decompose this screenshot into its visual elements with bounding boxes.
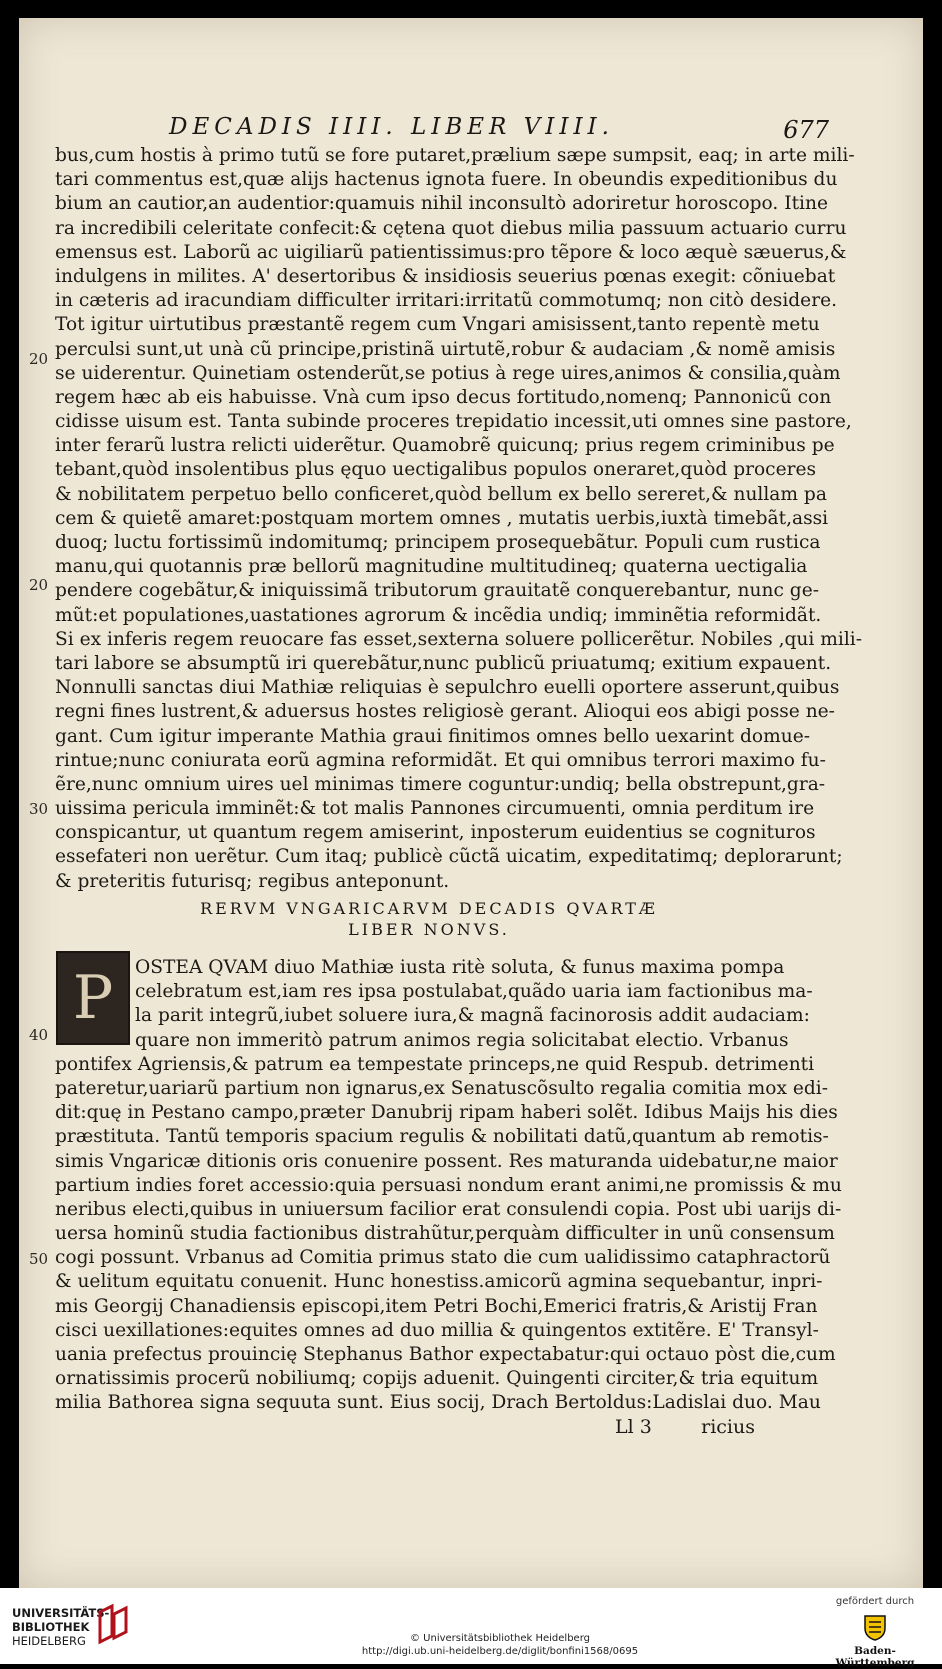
text-line: inter ferarũ lustra relicti uiderẽtur. Quamobrẽ quicunq; prius regem criminibus pe [55,435,835,457]
text-line: gant. Cum igitur imperante Mathia graui finitimos omnes bello uexarint domue- [55,725,810,747]
text-line: indulgens in milites. A' desertoribus & insidiosis seuerius pœnas exegit: cõniuebat [55,265,836,287]
text-line: partium indies foret accessio:quia persuasi nondum erant animi,ne promissis & mu [55,1174,842,1196]
text-line: cidisse uisum est. Tanta subinde proceres trepidatio incessit,uti omnes sine pastore, [55,411,852,433]
text-line: uersa hominũ studia factionibus distrahũtur,perquàm difficulter in unũ consensum [55,1223,835,1245]
text-line: cem & quietẽ amaret:postquam mortem omnes , mutatis uerbis,iuxtà timebãt,assi [55,507,829,529]
text-line: uania prefectus prouincię Stephanus Bathor expectabatur:qui octauo pòst die,cum [55,1344,836,1365]
text-line: tari commentus est,quæ alijs hactenus ignota fuere. In obeundis expeditionibus du [55,169,838,191]
text-line: tari labore se absumptũ iri querebãtur,nunc publicũ priuatumq; exitium expauent. [55,652,832,674]
text-line: rintue;nunc coniurata eorũ agmina reformidãt. Et qui omnibus terrori maximo fu- [55,749,826,771]
text-line: præstituta. Tantũ temporis spacium regulis & nobilitati datũ,quantum ab remotis- [55,1126,829,1148]
funded-by-label: gefördert durch [835,1596,915,1607]
text-line: ẽre,nunc omnium uires uel minimas timere coguntur:undiq; bella obstrepunt,gra- [55,773,826,795]
text-line: cisci uexillationes:equites omnes ad duo millia & quingentos extitẽre. E' Transyl- [55,1319,819,1341]
text-line: emensus est. Laborũ ac uigiliarũ patientissimus:pro tẽpore & loco æquè sæuerus,& [55,241,847,263]
text-line: Tot igitur uirtutibus præstantẽ regem cum Vngari amisissent,tanto repentè metu [55,314,820,336]
text-line: in cæteris ad iracundiam difficulter irritari:irritatũ commotumq; non citò desidere. [55,290,837,312]
copyright-text: © Universitätsbibliothek Heidelberg [409,1633,590,1644]
library-name-line: BIBLIOTHEK [12,1620,90,1634]
text-line: mis Georgij Chanadiensis episcopi,item Petri Bochi,Emerici fratris,& Aristij Fran [55,1295,818,1317]
library-logo-text [12,1606,109,1648]
section-subtitle-line: LIBER NONVS. [348,920,510,939]
text-line: conspicantur, ut quantum regem amiserint, inposterum euidentius se cognituros [55,822,816,844]
text-line: pateretur,uariarũ partium non ignarus,ex Senatuscõsulto regalia comitia mox edi- [55,1077,828,1099]
text-line: uissima pericula imminẽt:& tot malis Pannones circumuenti, omnia perditum ire [55,798,815,820]
signature-mark: Ll 3 [615,1416,652,1438]
text-line: bus,cum hostis à primo tutũ se fore putaret,prælium sæpe sumpsit, eaq; in arte mili- [55,145,855,166]
state-crest-icon [860,1612,890,1642]
text-line: milia Bathorea signa sequuta sunt. Eius socij, Drach Bertoldus:Ladislai duo. Mau [55,1392,821,1414]
text-line: mũt:et populationes,uastationes agrorum & incẽdia undiq; imminẽtia reformidãt. [55,604,822,626]
text-line: cogi possunt. Vrbanus ad Comitia primus stato die cum ualidissimo cataphractorũ [55,1247,831,1269]
text-line: ornatissimis procerũ nobiliumq; copijs aduenit. Quingenti circiter,& tria equitum [55,1368,819,1390]
text-line: & uelitum equitatu conuenit. Hunc honestiss.amicorũ agmina sequebantur, inpri- [55,1271,823,1293]
text-line: neribus electi,quibus in uniuersum facilior erat consulendi copia. Post ubi uarijs di- [55,1198,842,1220]
text-line: bium an cautior,an audentior:quamuis nihil inconsultò adoriretur horoscopo. Itine [55,193,828,215]
text-line: manu,qui quotannis præ bellorũ magnitudine multitudineq; quaterna uectigalia [55,556,808,578]
text-line: Si ex inferis regem reuocare fas esset,sexterna soluere pollicerẽtur. Nobiles ,qui mili- [55,628,862,650]
text-line: & preteritis futurisq; regibus anteponunt. [55,870,450,892]
text-line: OSTEA QVAM diuo Mathiæ iusta ritè soluta, & funus maxima pompa [135,957,785,978]
copyright-notice [300,1632,700,1658]
text-line: dit:quę in Pestano campo,præter Danubrij ripam haberi solẽt. Idibus Maijs his dies [55,1102,838,1124]
text-line: regem hæc ab eis habuisse. Vnà cum ipso decus fortitudo,nomenq; Pannonicũ con [55,386,832,408]
margin-line-number: 40 [29,1026,49,1044]
chapter-text-block [55,956,842,1416]
library-footer [0,1588,942,1669]
library-name-line: HEIDELBERG [12,1634,86,1648]
text-line: essefateri non uerẽtur. Cum itaq; publicè cũctã uicatim, expeditatimq; deplorarunt; [55,846,843,868]
running-head-left: DECADIS IIII. [169,114,398,140]
text-line: celebratum est,iam res ipsa postulabat,quãdo uaria iam factionibus ma- [135,981,813,1003]
text-line: perculsi sunt,ut unà cũ principe,pristinã uirtutẽ,robur & audaciam ,& nomẽ amisis [55,338,836,360]
text-line: pontifex Agriensis,& patrum ea tempestate princeps,ne quid Respub. detrimenti [55,1053,815,1075]
text-line: se uiderentur. Quinetiam ostenderũt,se potius à rege uires,animos & consilia,quàm [55,362,841,384]
margin-line-number: 20 [29,576,49,594]
book-page [19,18,923,1588]
margin-line-number: 20 [29,350,49,368]
library-name-line: UNIVERSITÄTS- [12,1606,110,1620]
text-line: & nobilitatem perpetuo bello conficeret,quòd bellum ex bello sereret,& nullam pa [55,483,827,505]
funding-credit [820,1596,930,1669]
text-line: la parit integrũ,iubet soluere iura,& magnã facinorosis addit audaciam: [135,1005,810,1027]
text-line: simis Vngaricæ ditionis oris conuenire possent. Res maturanda uidebatur,ne maior [55,1150,838,1172]
section-title [149,898,709,940]
running-head-right: LIBER VIIII. [411,114,614,140]
initial-letter-glyph: P [72,963,114,1033]
permalink-url[interactable]: http://digi.ub.uni-heidelberg.de/diglit/bonfini1568/0695 [361,1646,639,1657]
section-title-line: RERVM VNGARICARVM DECADIS QVARTÆ [200,899,658,918]
text-line: tebant,quòd insolentibus plus ęquo uectigalibus populos oneraret,quòd proceres [55,459,817,481]
margin-line-number: 30 [29,800,49,818]
page-footer-marks [55,1416,755,1442]
text-line: duoq; luctu fortissimũ indomitumq; principem prosequebãtur. Populi cum rustica [55,532,821,553]
funder-name: Baden-Württemberg [835,1645,915,1669]
body-text-block [55,144,862,894]
text-line: Nonnulli sanctas diui Mathiæ reliquias è sepulchro euelli oportere asserunt,quibus [55,677,840,699]
text-line: regni fines lustrent,& aduersus hostes religiosè gerant. Alioqui eos abigi posse ne- [55,701,835,723]
text-line: pendere cogebãtur,& iniquissimã tributorum grauitatẽ conquerebantur, nunc ge- [55,580,819,602]
text-line: quare non immeritò patrum animos regia solicitabat electio. Vrbanus [135,1029,789,1051]
catchword: ricius [701,1416,755,1438]
text-line: ra incredibili celeritate confecit:& cętena quot diebus milia passuum actuario curru [55,217,847,239]
running-header [169,114,829,148]
page-number: 677 [783,116,829,144]
library-logo-icon [96,1602,130,1646]
margin-line-number: 50 [29,1250,49,1268]
